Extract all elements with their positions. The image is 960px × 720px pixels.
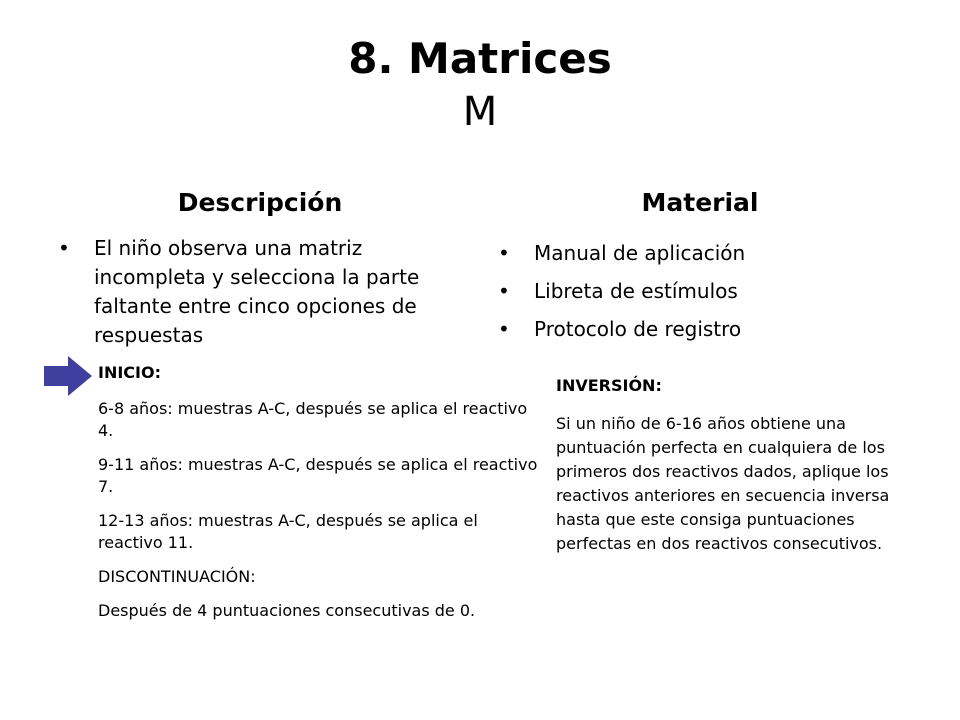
description-item: • El niño observa una matriz incompleta y selecciona la parte faltante entre cinco opciones de respuestas [58,234,458,350]
right-arrow-icon [42,354,94,398]
inicio-line: 6-8 años: muestras A-C, después se aplica el reactivo 4. [98,399,528,440]
material-item: • Manual de aplicación [498,234,898,272]
description-list [58,234,458,350]
slide-title-sub: M [462,89,498,135]
inicio-line: 12-13 años: muestras A-C, después se aplica el reactivo 11. [98,511,478,552]
inversion-heading: INVERSIÓN: [556,376,662,395]
material-list [498,234,898,348]
inicio-block [98,362,543,634]
material-heading: Material [641,188,759,217]
inversion-text: Si un niño de 6-16 años obtiene una puntuación perfecta en cualquiera de los primeros dos reactivos dados, aplique los reactivos anteriores en secuencia inversa hasta que este consiga puntuaciones perfectas en dos reactivos consecutivos. [556,414,890,553]
material-item: • Protocolo de registro [498,310,898,348]
description-heading: Descripción [177,188,343,217]
slide-title-main: 8. Matrices [348,34,612,83]
inversion-block [556,374,906,568]
material-item: • Libreta de estímulos [498,272,898,310]
discontinuacion-heading: DISCONTINUACIÓN: [98,567,256,586]
inicio-heading: INICIO: [98,363,161,382]
discontinuacion-line: Después de 4 puntuaciones consecutivas de 0. [98,601,476,620]
slide-title [0,30,960,136]
inicio-line: 9-11 años: muestras A-C, después se aplica el reactivo 7. [98,455,538,496]
